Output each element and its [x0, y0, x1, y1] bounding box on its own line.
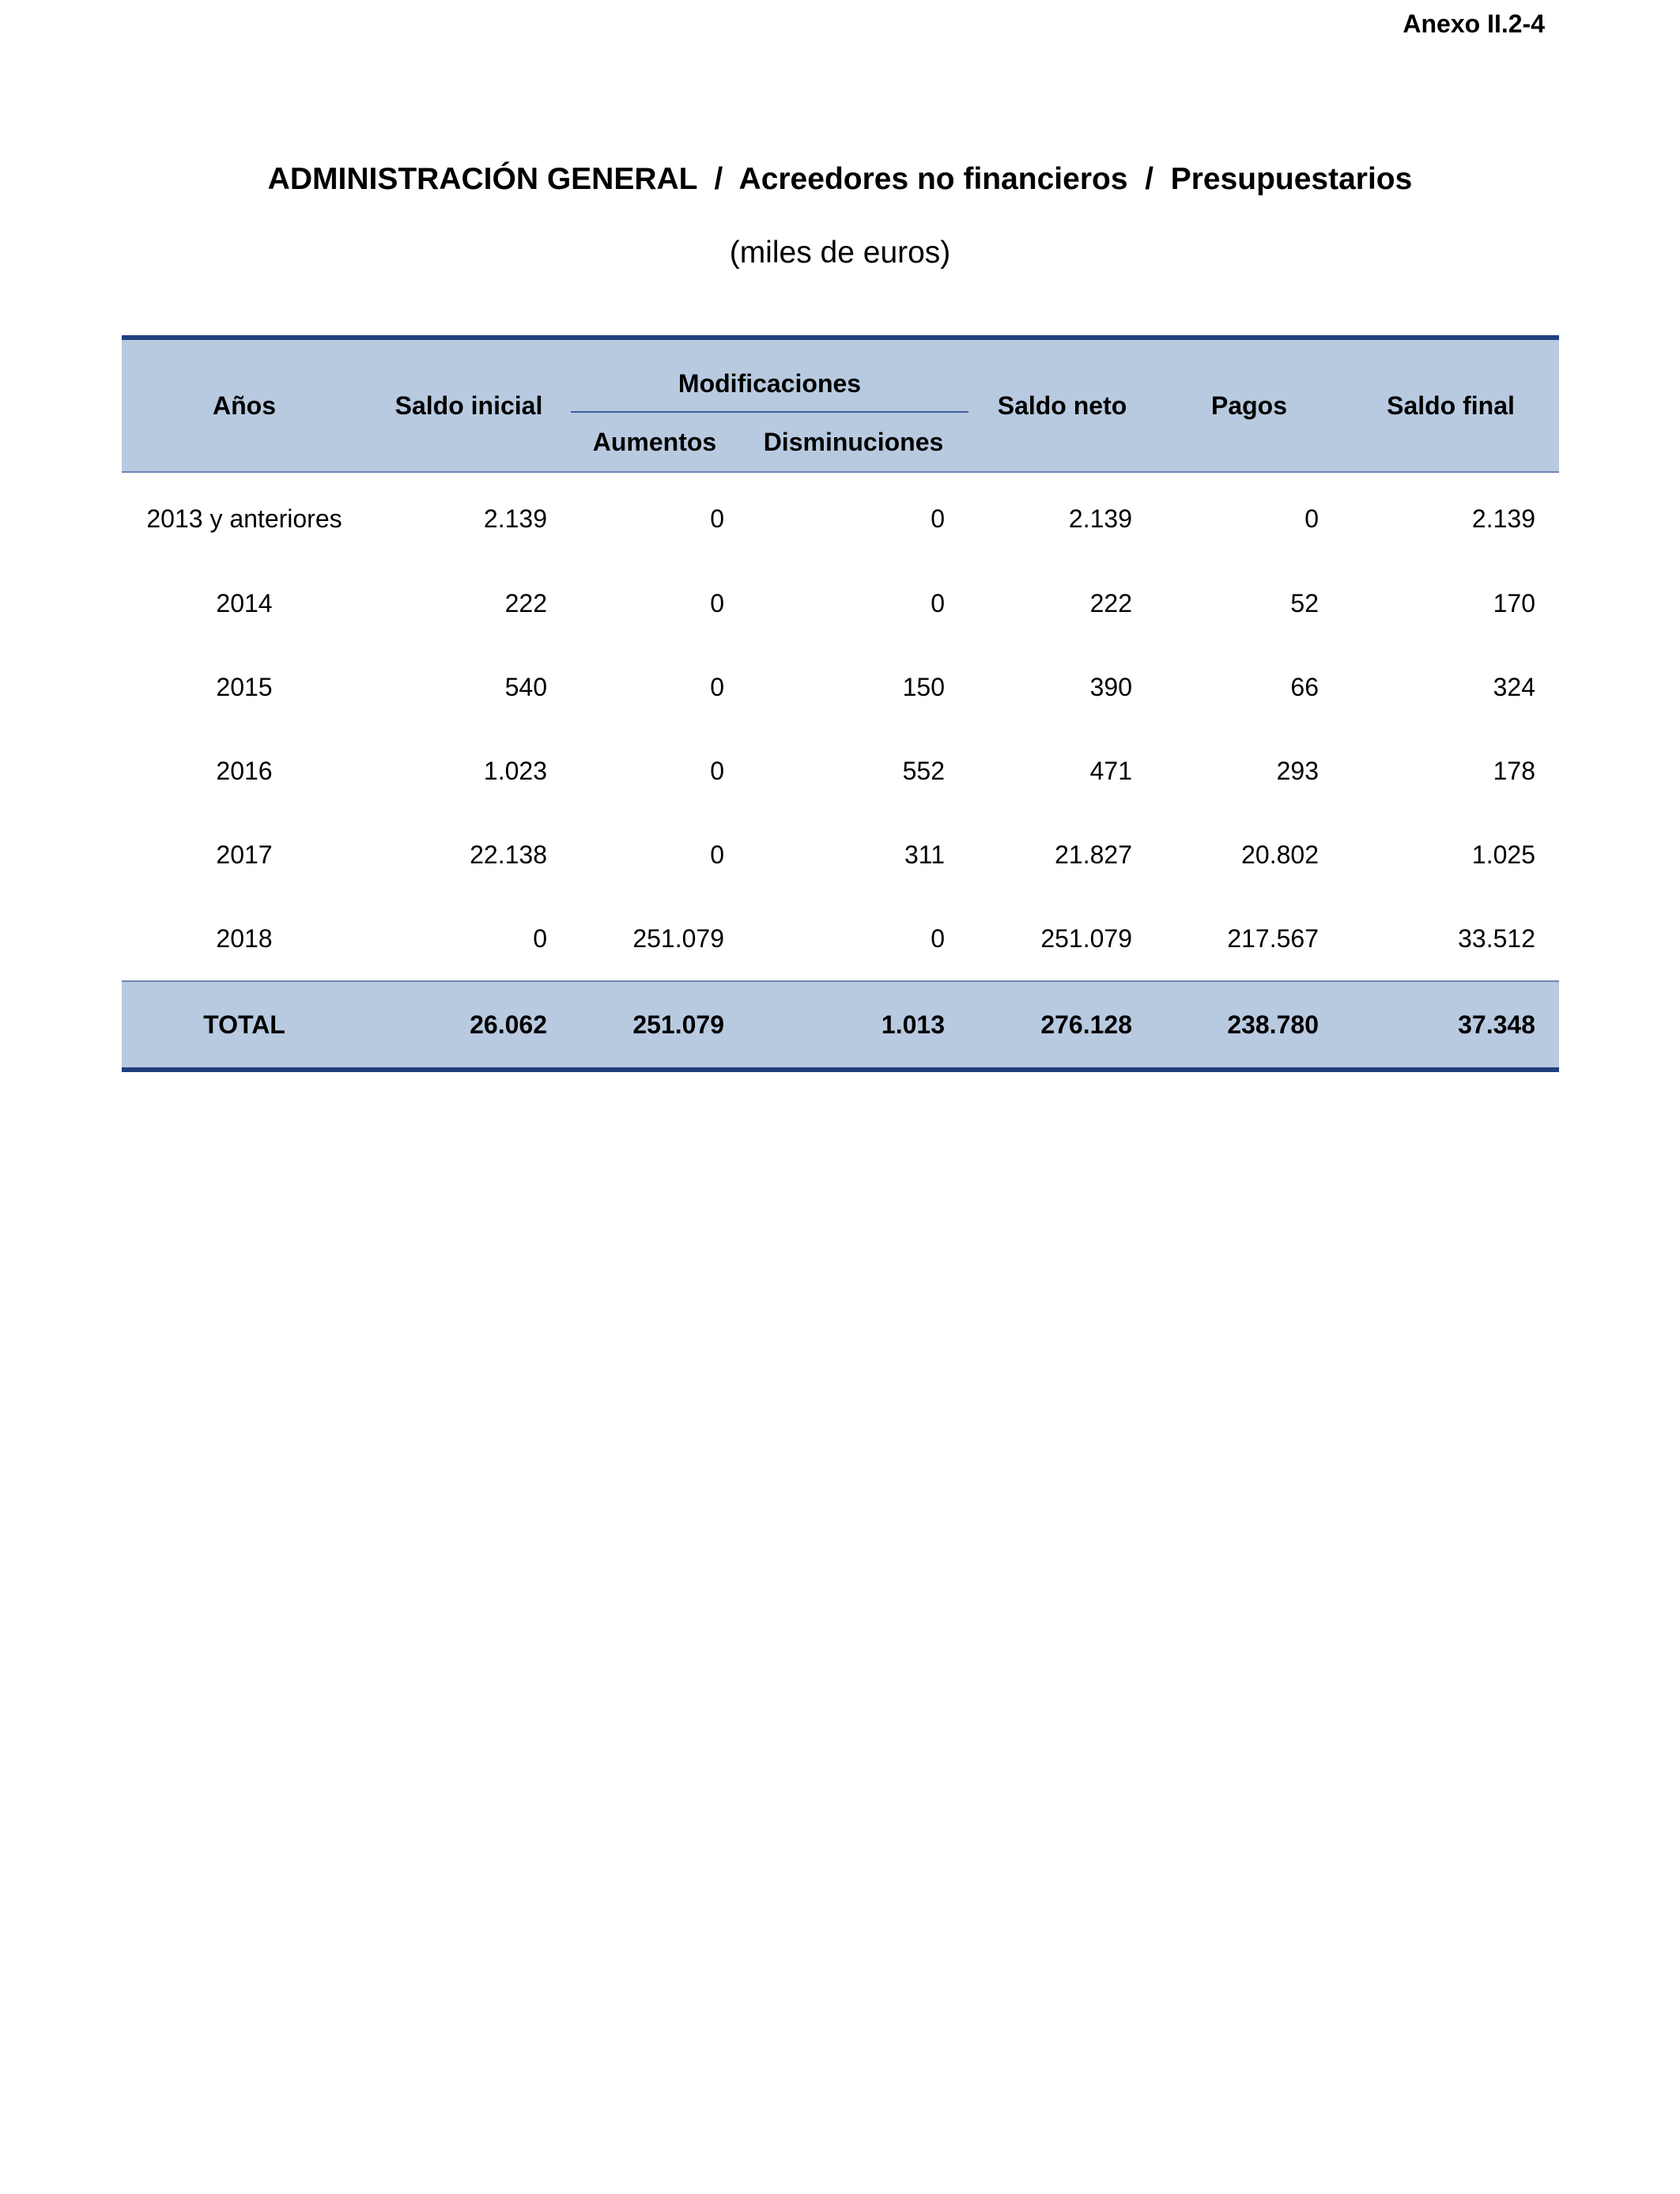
cell-saldo-final: 324: [1493, 672, 1535, 701]
total-saldo-neto: 276.128: [968, 981, 1156, 1070]
header-modificaciones: Modificaciones: [571, 338, 968, 412]
cell-saldo-inicial: 222: [504, 588, 547, 617]
cell-saldo-neto: 21.827: [1055, 840, 1132, 869]
table-row: [122, 645, 1559, 729]
total-row: [122, 981, 1559, 1070]
cell-saldo-neto: 222: [1089, 588, 1132, 617]
page-title: ADMINISTRACIÓN GENERAL / Acreedores no financieros / Presupuestarios: [267, 162, 1413, 196]
table-row: [122, 897, 1559, 981]
table-total: [122, 981, 1559, 1070]
cell-pagos: 0: [1304, 504, 1319, 533]
table-header: [122, 338, 1559, 472]
total-saldo-final: 37.348: [1342, 981, 1559, 1070]
header-aumentos: Aumentos: [571, 412, 738, 472]
cell-saldo-inicial: 2.139: [483, 504, 547, 533]
cell-saldo-final: 1.025: [1471, 840, 1535, 869]
header-pagos: Pagos: [1156, 338, 1342, 472]
cell-year: 2013 y anteriores: [146, 504, 342, 533]
cell-pagos: 66: [1290, 672, 1319, 701]
cell-saldo-neto: 390: [1089, 672, 1132, 701]
cell-pagos: 217.567: [1227, 923, 1319, 953]
table-row: [122, 472, 1559, 561]
creditors-table: [122, 335, 1559, 1072]
table-row: [122, 813, 1559, 897]
cell-pagos: 20.802: [1241, 840, 1319, 869]
cell-disminuciones: 552: [902, 756, 945, 785]
cell-aumentos: 0: [710, 588, 724, 617]
total-pagos: 238.780: [1156, 981, 1342, 1070]
header-saldo-final: Saldo final: [1342, 338, 1559, 472]
cell-saldo-final: 178: [1493, 756, 1535, 785]
header-years: Años: [122, 338, 367, 472]
cell-saldo-neto: 471: [1089, 756, 1132, 785]
cell-pagos: 52: [1290, 588, 1319, 617]
cell-disminuciones: 0: [931, 588, 945, 617]
cell-saldo-inicial: 0: [533, 923, 547, 953]
cell-saldo-final: 170: [1493, 588, 1535, 617]
header-saldo-neto: Saldo neto: [968, 338, 1156, 472]
cell-saldo-final: 33.512: [1458, 923, 1535, 953]
cell-pagos: 293: [1276, 756, 1319, 785]
cell-saldo-inicial: 22.138: [470, 840, 547, 869]
cell-disminuciones: 150: [902, 672, 945, 701]
cell-aumentos: 0: [710, 504, 724, 533]
cell-year: 2017: [216, 840, 273, 869]
table-body: [122, 472, 1559, 981]
total-disminuciones: 1.013: [738, 981, 968, 1070]
cell-disminuciones: 0: [931, 504, 945, 533]
header-disminuciones: Disminuciones: [738, 412, 968, 472]
cell-aumentos: 0: [710, 756, 724, 785]
cell-year: 2016: [216, 756, 273, 785]
cell-disminuciones: 311: [904, 840, 945, 869]
cell-aumentos: 251.079: [632, 923, 724, 953]
table-row: [122, 729, 1559, 813]
cell-saldo-final: 2.139: [1471, 504, 1535, 533]
cell-saldo-neto: 251.079: [1040, 923, 1132, 953]
header-saldo-inicial: Saldo inicial: [367, 338, 571, 472]
total-label: TOTAL: [122, 981, 367, 1070]
cell-saldo-neto: 2.139: [1068, 504, 1132, 533]
total-saldo-inicial: 26.062: [367, 981, 571, 1070]
cell-aumentos: 0: [710, 672, 724, 701]
cell-year: 2014: [216, 588, 273, 617]
cell-saldo-inicial: 1.023: [483, 756, 547, 785]
page-subtitle: (miles de euros): [729, 236, 951, 270]
cell-aumentos: 0: [710, 840, 724, 869]
cell-saldo-inicial: 540: [504, 672, 547, 701]
cell-year: 2015: [216, 672, 273, 701]
table-row: [122, 561, 1559, 645]
annex-label: Anexo II.2-4: [1403, 9, 1545, 38]
cell-year: 2018: [216, 923, 273, 953]
total-aumentos: 251.079: [571, 981, 738, 1070]
cell-disminuciones: 0: [931, 923, 945, 953]
